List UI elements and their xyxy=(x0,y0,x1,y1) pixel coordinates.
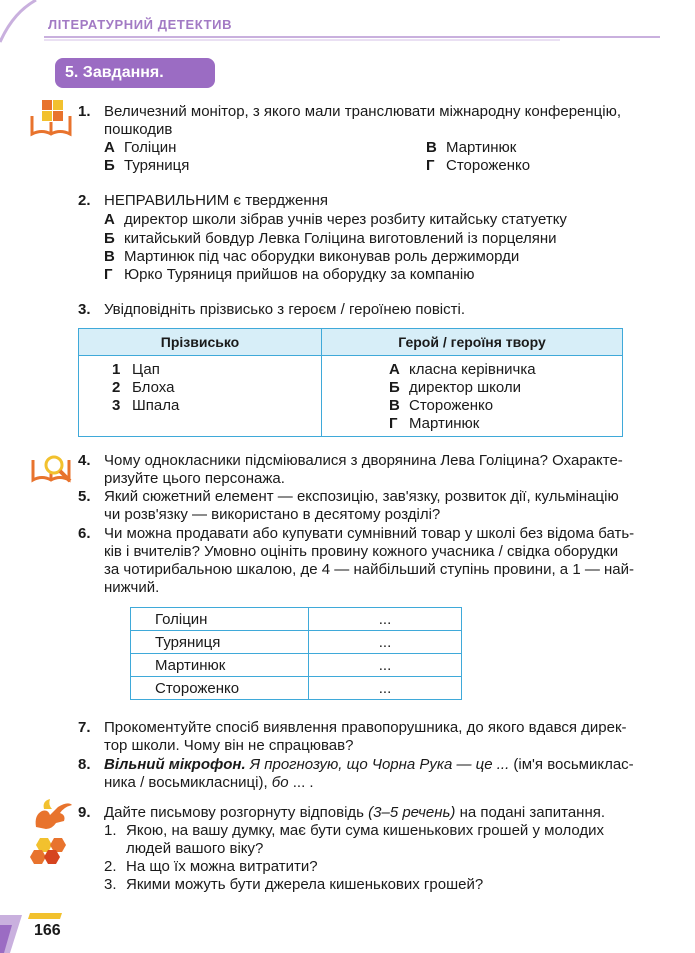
page-number: 166 xyxy=(34,922,61,939)
section-title: 5. Завдання. xyxy=(55,58,215,88)
question-2-text: НЕПРАВИЛЬНИМ є твердження xyxy=(104,192,329,209)
question-7-line2: тор школи. Чому він не спрацював? xyxy=(104,737,354,754)
q9-subquestion-3: 3. Якими можуть бути джерела кишенькових грошей? xyxy=(104,876,484,893)
participant-name: Мартинюк xyxy=(131,654,309,677)
q9-subquestion-1: 1. Якою, на вашу думку, має бути сума кишенькових грошей у молодих xyxy=(104,822,605,839)
nickname-item: 1 Цап xyxy=(112,361,160,378)
rating-cell[interactable]: ... xyxy=(309,631,462,654)
question-7-line1: Прокоментуйте спосіб виявлення правопорушника, до якого вдався дирек- xyxy=(104,719,627,736)
question-6-line2: ків і вчителів? Умовно оцініть провину кожного учасника / свідка оборудки xyxy=(104,543,619,560)
question-8: 8. xyxy=(78,756,91,773)
question-3-text: Увідповідніть прізвисько з героєм / героїнею повісті. xyxy=(104,301,466,318)
question-4-line2: ризуйте цього персонажа. xyxy=(104,470,285,487)
rating-cell[interactable]: ... xyxy=(309,608,462,631)
q1-option-b: Б Туряниця xyxy=(104,157,190,174)
matching-table xyxy=(78,328,623,437)
table-header-hero: Герой / героїня твору xyxy=(322,329,623,356)
running-header: ЛІТЕРАТУРНИЙ ДЕТЕКТИВ xyxy=(48,17,233,32)
question-1-text-line1: Величезний монітор, з якого мали транслювати міжнародну конференцію, xyxy=(104,103,622,120)
guilt-rating-table xyxy=(130,607,462,700)
participant-name: Голіцин xyxy=(131,608,309,631)
question-8-line1: Вільний мікрофон. Я прогнозую, що Чорна Рука — це ... (ім'я восьмиклас- xyxy=(104,756,634,773)
question-4: 4. xyxy=(78,452,91,469)
pegasus-icon xyxy=(28,797,76,833)
question-6: 6. xyxy=(78,525,91,542)
question-2: 2. xyxy=(78,192,91,209)
question-8-line2: ника / восьмикласниці), бо ... . xyxy=(104,774,314,791)
table-row xyxy=(131,654,462,677)
participant-name: Стороженко xyxy=(131,677,309,700)
book-magnifier-icon xyxy=(30,452,76,486)
book-puzzle-icon xyxy=(28,98,74,138)
table-row xyxy=(131,677,462,700)
table-row xyxy=(131,631,462,654)
rating-cell[interactable]: ... xyxy=(309,654,462,677)
q2-option-a: А директор школи зібрав учнів через розбиту китайську статуетку xyxy=(104,211,567,228)
q2-option-c: В Мартинюк під час оборудки виконував роль держиморди xyxy=(104,248,520,265)
hexagons-icon xyxy=(30,836,74,866)
question-1-text-line2: пошкодив xyxy=(104,121,173,138)
question-number: 1. xyxy=(78,103,91,120)
nickname-item: 2 Блоха xyxy=(112,379,175,396)
question-5-line1: Який сюжетний елемент — експозицію, зав'язку, розвиток дії, кульмінацію xyxy=(104,488,619,505)
q1-option-c: В Мартинюк xyxy=(426,139,517,156)
question-5-line2: чи розв'язку — використано в десятому розділі? xyxy=(104,506,441,523)
nickname-item: 3 Шпала xyxy=(112,397,180,414)
hero-item: В Стороженко xyxy=(389,397,494,414)
q2-option-b: Б китайський бовдур Левка Голіцина виготовлений із порцеляни xyxy=(104,230,557,247)
q9-subquestion-1-line2: людей вашого віку? xyxy=(126,840,264,857)
question-6-line1: Чи можна продавати або купувати сумнівний товар у школі без відома бать- xyxy=(104,525,635,542)
participant-name: Туряниця xyxy=(131,631,309,654)
table-row xyxy=(131,608,462,631)
question-7: 7. xyxy=(78,719,91,736)
hero-item: Б директор школи xyxy=(389,379,522,396)
hero-item: Г Мартинюк xyxy=(389,415,480,432)
q1-option-a: А Голіцин xyxy=(104,139,177,156)
question-4-line1: Чому однокласники підсміювалися з дворянина Лева Голіцина? Охаракте- xyxy=(104,452,623,469)
q2-option-d: Г Юрко Туряниця прийшов на оборудку за компанію xyxy=(104,266,475,283)
table-header-nickname: Прізвисько xyxy=(79,329,322,356)
question-9-text: Дайте письмову розгорнуту відповідь (3–5 речень) на подані запитання. xyxy=(104,804,606,821)
question-6-line3: за чотирибальною шкалою, де 4 — найбільший ступінь провини, а 1 — най- xyxy=(104,561,634,578)
rating-cell[interactable]: ... xyxy=(309,677,462,700)
q1-option-d: Г Стороженко xyxy=(426,157,531,174)
question-5: 5. xyxy=(78,488,91,505)
q9-subquestion-2: 2. На що їх можна витратити? xyxy=(104,858,318,875)
question-6-line4: нижчий. xyxy=(104,579,160,596)
hero-item: А класна керівничка xyxy=(389,361,536,378)
question-3: 3. xyxy=(78,301,91,318)
question-1 xyxy=(78,103,91,121)
question-9: 9. xyxy=(78,804,91,821)
